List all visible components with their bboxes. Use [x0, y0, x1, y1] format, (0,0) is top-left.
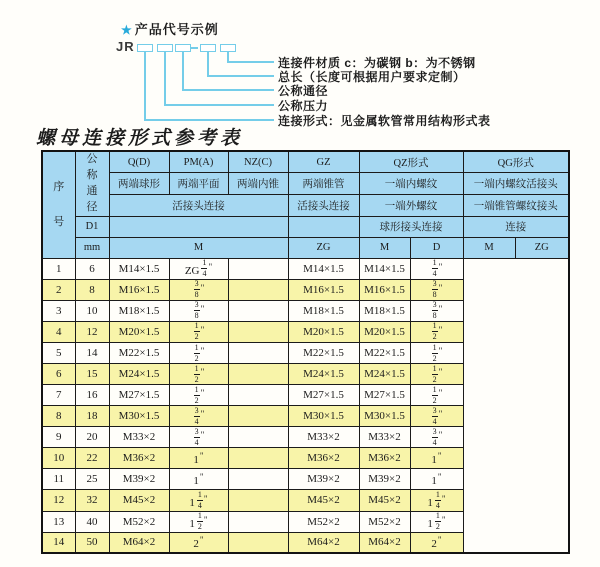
header-gz-connection: 活接头连接: [288, 195, 359, 217]
cell-dn: 6: [75, 258, 109, 279]
table-row: [42, 427, 569, 448]
table-row: [42, 279, 569, 300]
connector-line: [164, 104, 274, 106]
cell-qg-m: M20×1.5: [359, 321, 410, 342]
cell-qz-d: M64×2: [288, 532, 359, 553]
header-seq: 序号: [42, 151, 75, 258]
cell-qz-m: [228, 448, 288, 469]
cell-qz-d: M18×1.5: [288, 300, 359, 321]
cell-qz-d: M33×2: [288, 427, 359, 448]
cell-qg-zg: $\frac{3}{4}$ ": [410, 406, 463, 427]
cell-qz-d: M39×2: [288, 469, 359, 490]
table-row: [42, 385, 569, 406]
cell-seq: 14: [42, 532, 75, 553]
header-m-qz: M: [359, 237, 410, 258]
table-row: [42, 343, 569, 364]
cell-m: M22×1.5: [109, 343, 169, 364]
cell-qz-m: [228, 427, 288, 448]
cell-qg-zg: 1": [410, 469, 463, 490]
cell-seq: 2: [42, 279, 75, 300]
code-box-3: [175, 44, 191, 52]
cell-dn: 10: [75, 300, 109, 321]
diagram-title: [121, 19, 219, 38]
header-q-desc: 两端球形: [109, 173, 169, 195]
connector-line: [144, 52, 146, 120]
cell-seq: 10: [42, 448, 75, 469]
header-qg-desc2: 一端锥管螺纹接头: [463, 195, 569, 217]
cell-qz-d: M16×1.5: [288, 279, 359, 300]
cell-qz-m: [228, 532, 288, 553]
cell-seq: 11: [42, 469, 75, 490]
cell-dn: 22: [75, 448, 109, 469]
table-body: [42, 258, 569, 553]
cell-zg: $\frac{3}{4}$ ": [169, 427, 228, 448]
diagram-label-connection: 连接形式：见金属软管常用结构形式表: [278, 114, 491, 128]
cell-qz-d: M24×1.5: [288, 364, 359, 385]
header-qz-desc2: 一端外螺纹: [359, 195, 463, 217]
cell-qg-zg: $\frac{1}{2}$ ": [410, 364, 463, 385]
header-col-qz: QZ形式: [359, 151, 463, 173]
cell-qz-d: M45×2: [288, 490, 359, 511]
header-gz-desc: 两端锥管: [288, 173, 359, 195]
diagram-title-text: 产品代号示例: [134, 22, 219, 37]
header-ball-connection: 球形接头连接: [359, 216, 463, 237]
table-row: [42, 511, 569, 532]
cell-m: M18×1.5: [109, 300, 169, 321]
cell-dn: 50: [75, 532, 109, 553]
cell-qg-m: M18×1.5: [359, 300, 410, 321]
code-dash: [191, 47, 198, 49]
header-col-gz: GZ: [288, 151, 359, 173]
cell-dn: 18: [75, 406, 109, 427]
cell-m: M30×1.5: [109, 406, 169, 427]
cell-qz-d: M22×1.5: [288, 343, 359, 364]
connector-line: [207, 52, 209, 76]
cell-qz-d: M14×1.5: [288, 258, 359, 279]
cell-m: M20×1.5: [109, 321, 169, 342]
nut-connection-reference-table: [41, 150, 570, 554]
cell-m: M33×2: [109, 427, 169, 448]
cell-qg-zg: 1 $\frac{1}{4}$ ": [410, 490, 463, 511]
cell-qg-zg: $\frac{1}{4}$ ": [410, 258, 463, 279]
cell-dn: 14: [75, 343, 109, 364]
header-empty-2: [288, 216, 359, 237]
header-zg-qg: ZG: [515, 237, 569, 258]
code-box-5: [220, 44, 236, 52]
cell-dn: 8: [75, 279, 109, 300]
cell-m: M64×2: [109, 532, 169, 553]
cell-qg-m: M39×2: [359, 469, 410, 490]
cell-qg-m: M27×1.5: [359, 385, 410, 406]
diagram-label-diameter: 公称通径: [278, 84, 329, 98]
diagram-label-length: 总长（长度可根据用户要求定制）: [278, 70, 466, 84]
header-m-span: M: [109, 237, 288, 258]
header-qg-desc1: 一端内螺纹活接头: [463, 173, 569, 195]
cell-m: M14×1.5: [109, 258, 169, 279]
cell-seq: 7: [42, 385, 75, 406]
cell-qg-zg: $\frac{3}{8}$ ": [410, 300, 463, 321]
header-union-connection: 活接头连接: [109, 195, 288, 217]
header-col-nz: NZ(C): [228, 151, 288, 173]
cell-qg-m: M33×2: [359, 427, 410, 448]
table-row: [42, 321, 569, 342]
cell-qz-m: [228, 511, 288, 532]
cell-zg: ZG $\frac{1}{4}$ ": [169, 258, 228, 279]
cell-qz-m: [228, 364, 288, 385]
cell-zg: $\frac{3}{4}$ ": [169, 406, 228, 427]
cell-dn: 32: [75, 490, 109, 511]
table-row: [42, 406, 569, 427]
cell-qz-m: [228, 321, 288, 342]
header-pm-desc: 两端平面: [169, 173, 228, 195]
cell-seq: 5: [42, 343, 75, 364]
cell-qz-d: M36×2: [288, 448, 359, 469]
cell-qg-zg: $\frac{3}{8}$ ": [410, 279, 463, 300]
cell-dn: 25: [75, 469, 109, 490]
connector-line: [207, 75, 274, 77]
connector-line: [227, 61, 274, 63]
header-mm: mm: [75, 237, 109, 258]
cell-qz-m: [228, 469, 288, 490]
header-col-qg: QG形式: [463, 151, 569, 173]
cell-qz-m: [228, 279, 288, 300]
header-connection: 连接: [463, 216, 569, 237]
cell-qz-m: [228, 343, 288, 364]
cell-zg: $\frac{3}{8}$ ": [169, 300, 228, 321]
cell-qz-m: [228, 300, 288, 321]
cell-qg-zg: 1": [410, 448, 463, 469]
cell-zg: $\frac{1}{2}$ ": [169, 343, 228, 364]
cell-zg: 1": [169, 469, 228, 490]
cell-qg-m: M24×1.5: [359, 364, 410, 385]
table-header: [42, 151, 569, 258]
cell-qz-d: M20×1.5: [288, 321, 359, 342]
cell-seq: 13: [42, 511, 75, 532]
table-row: [42, 300, 569, 321]
header-qz-desc1: 一端内螺纹: [359, 173, 463, 195]
table-row: [42, 258, 569, 279]
cell-zg: $\frac{1}{2}$ ": [169, 385, 228, 406]
table-row: [42, 364, 569, 385]
cell-zg: $\frac{1}{2}$ ": [169, 321, 228, 342]
code-box-4: [200, 44, 216, 52]
cell-qz-m: [228, 385, 288, 406]
cell-qg-zg: $\frac{1}{2}$ ": [410, 321, 463, 342]
header-d-qz: D: [410, 237, 463, 258]
cell-dn: 40: [75, 511, 109, 532]
connector-line: [182, 52, 184, 90]
header-empty-1: [109, 216, 288, 237]
cell-qz-m: [228, 490, 288, 511]
cell-qg-zg: $\frac{1}{2}$ ": [410, 343, 463, 364]
cell-zg: $\frac{3}{8}$ ": [169, 279, 228, 300]
table-row: [42, 490, 569, 511]
cell-qz-m: [228, 406, 288, 427]
header-zg-gz: ZG: [288, 237, 359, 258]
cell-seq: 1: [42, 258, 75, 279]
cell-m: M24×1.5: [109, 364, 169, 385]
cell-m: M52×2: [109, 511, 169, 532]
product-code-prefix: JR: [116, 39, 135, 54]
cell-qg-zg: 1 $\frac{1}{2}$ ": [410, 511, 463, 532]
cell-zg: 1 $\frac{1}{4}$ ": [169, 490, 228, 511]
cell-m: M16×1.5: [109, 279, 169, 300]
header-nominal-diameter: 公称通径: [75, 151, 109, 216]
cell-zg: 2": [169, 532, 228, 553]
header-nz-desc: 两端内锥: [228, 173, 288, 195]
cell-qg-m: M16×1.5: [359, 279, 410, 300]
cell-dn: 12: [75, 321, 109, 342]
cell-m: M36×2: [109, 448, 169, 469]
connector-line: [144, 119, 274, 121]
star-icon: ★: [121, 23, 133, 37]
cell-qz-m: [228, 258, 288, 279]
cell-qg-m: M36×2: [359, 448, 410, 469]
cell-qg-m: M22×1.5: [359, 343, 410, 364]
cell-zg: 1": [169, 448, 228, 469]
cell-dn: 16: [75, 385, 109, 406]
cell-seq: 8: [42, 406, 75, 427]
header-d1: D1: [75, 216, 109, 237]
connector-line: [182, 89, 274, 91]
table-row: [42, 448, 569, 469]
code-box-1: [137, 44, 153, 52]
cell-qg-m: M52×2: [359, 511, 410, 532]
header-col-q: Q(D): [109, 151, 169, 173]
cell-m: M39×2: [109, 469, 169, 490]
header-col-pm: PM(A): [169, 151, 228, 173]
cell-qg-m: M45×2: [359, 490, 410, 511]
cell-qg-m: M30×1.5: [359, 406, 410, 427]
cell-qz-d: M30×1.5: [288, 406, 359, 427]
cell-zg: $\frac{1}{2}$ ": [169, 364, 228, 385]
table-row: [42, 469, 569, 490]
cell-seq: 12: [42, 490, 75, 511]
cell-qg-m: M14×1.5: [359, 258, 410, 279]
cell-m: M45×2: [109, 490, 169, 511]
cell-qz-d: M52×2: [288, 511, 359, 532]
cell-seq: 9: [42, 427, 75, 448]
code-box-2: [157, 44, 173, 52]
connector-line: [164, 52, 166, 105]
cell-qg-zg: 2": [410, 532, 463, 553]
cell-qz-d: M27×1.5: [288, 385, 359, 406]
diagram-label-material: 连接件材质 c：为碳钢 b：为不锈钢: [278, 56, 476, 70]
cell-dn: 20: [75, 427, 109, 448]
cell-qg-zg: $\frac{1}{2}$ ": [410, 385, 463, 406]
cell-qg-m: M64×2: [359, 532, 410, 553]
cell-seq: 6: [42, 364, 75, 385]
cell-m: M27×1.5: [109, 385, 169, 406]
cell-seq: 3: [42, 300, 75, 321]
table-title: 螺母连接形式参考表: [36, 127, 244, 149]
cell-zg: 1 $\frac{1}{2}$ ": [169, 511, 228, 532]
cell-seq: 4: [42, 321, 75, 342]
diagram-label-pressure: 公称压力: [278, 99, 329, 113]
cell-qg-zg: $\frac{3}{4}$ ": [410, 427, 463, 448]
header-m-qg: M: [463, 237, 515, 258]
table-row: [42, 532, 569, 553]
cell-dn: 15: [75, 364, 109, 385]
